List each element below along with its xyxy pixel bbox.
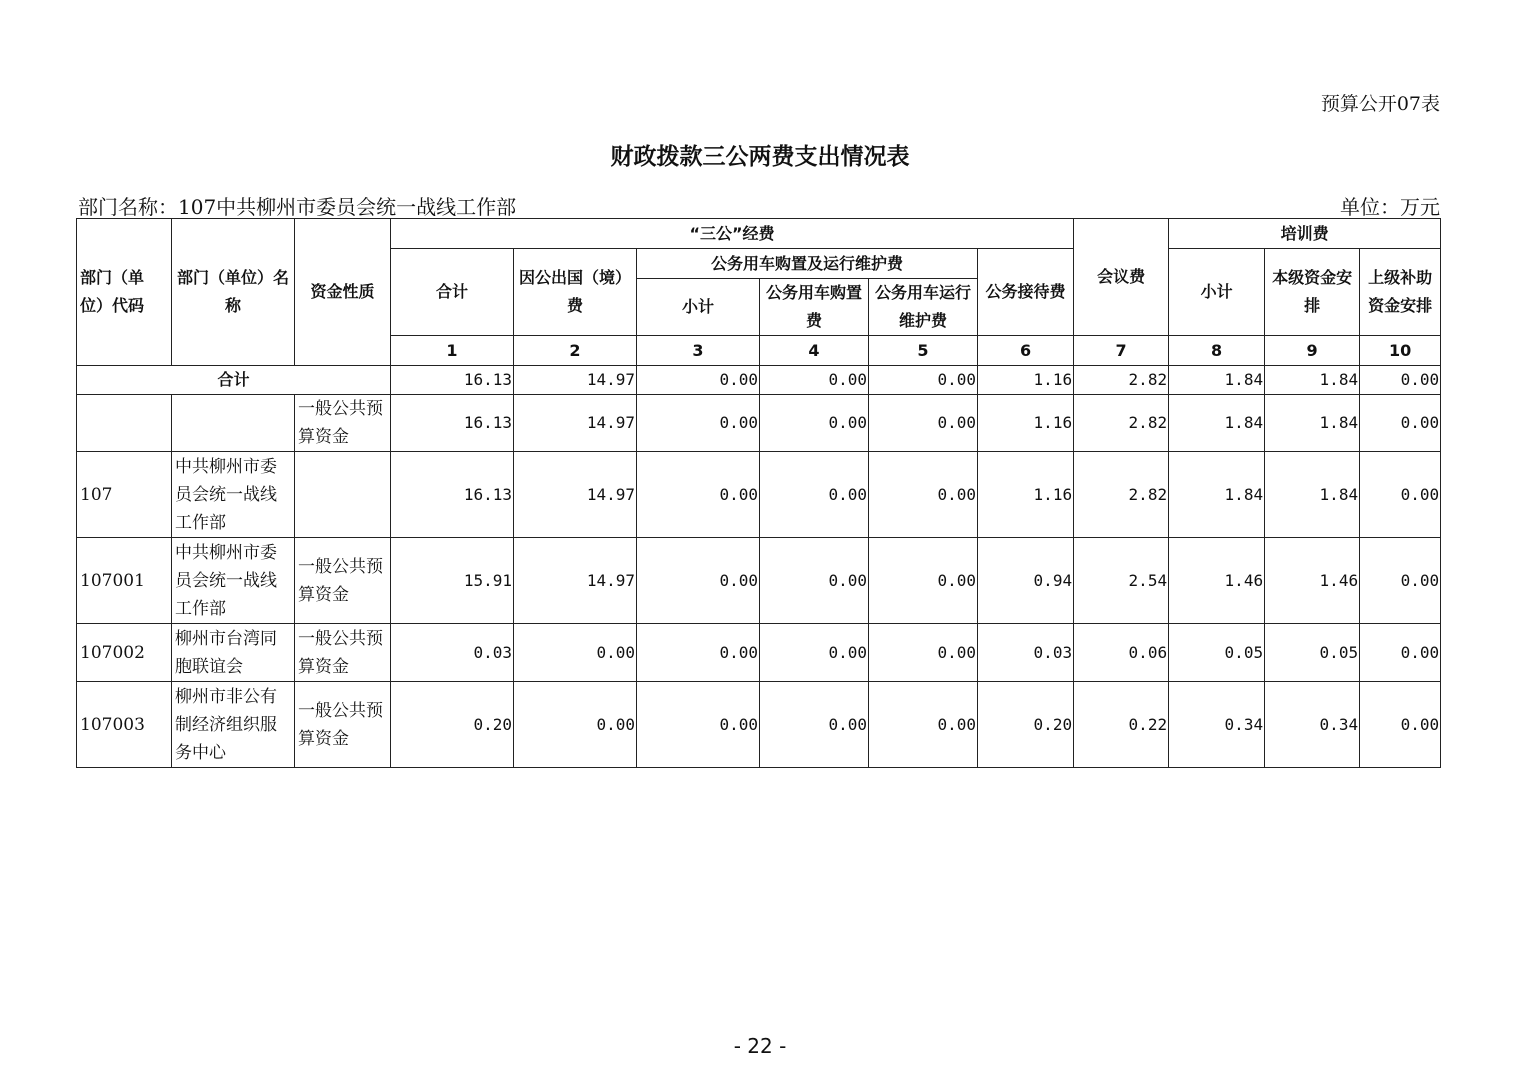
value-cell: 0.00 bbox=[637, 452, 760, 538]
col-number: 2 bbox=[514, 336, 637, 366]
total-label: 合计 bbox=[77, 366, 391, 395]
total-cell: 1.84 bbox=[1265, 366, 1360, 395]
value-cell: 0.00 bbox=[869, 452, 978, 538]
total-cell: 16.13 bbox=[391, 366, 514, 395]
value-cell: 14.97 bbox=[514, 538, 637, 624]
dept-name-cell: 中共柳州市委员会统一战线工作部 bbox=[172, 452, 295, 538]
col-dept-code: 部门（单位）代码 bbox=[77, 219, 172, 366]
value-cell: 0.00 bbox=[760, 538, 869, 624]
col-training-subtotal: 小计 bbox=[1169, 249, 1265, 336]
value-cell: 0.00 bbox=[760, 624, 869, 682]
fund-nature-cell: 一般公共预算资金 bbox=[295, 538, 391, 624]
col-vehicle-operation: 公务用车运行维护费 bbox=[869, 279, 978, 336]
value-cell: 2.54 bbox=[1074, 538, 1169, 624]
total-cell: 0.00 bbox=[637, 366, 760, 395]
value-cell: 0.00 bbox=[1360, 682, 1441, 768]
total-cell: 0.00 bbox=[1360, 366, 1441, 395]
value-cell: 0.00 bbox=[1360, 624, 1441, 682]
dept-name-cell: 柳州市非公有制经济组织服务中心 bbox=[172, 682, 295, 768]
total-cell: 14.97 bbox=[514, 366, 637, 395]
value-cell: 1.16 bbox=[978, 395, 1074, 452]
col-group-sangong: “三公”经费 bbox=[391, 219, 1074, 249]
value-cell: 2.82 bbox=[1074, 452, 1169, 538]
fund-nature-cell: 一般公共预算资金 bbox=[295, 682, 391, 768]
value-cell: 0.00 bbox=[514, 624, 637, 682]
total-cell: 1.16 bbox=[978, 366, 1074, 395]
value-cell: 0.05 bbox=[1169, 624, 1265, 682]
col-number: 10 bbox=[1360, 336, 1441, 366]
value-cell: 0.03 bbox=[391, 624, 514, 682]
col-number: 7 bbox=[1074, 336, 1169, 366]
fund-nature-cell: 一般公共预算资金 bbox=[295, 624, 391, 682]
table-row bbox=[77, 538, 1441, 624]
value-cell: 1.84 bbox=[1169, 452, 1265, 538]
value-cell: 0.00 bbox=[637, 682, 760, 768]
value-cell: 0.20 bbox=[391, 682, 514, 768]
total-cell: 2.82 bbox=[1074, 366, 1169, 395]
col-group-vehicle: 公务用车购置及运行维护费 bbox=[637, 249, 978, 279]
dept-code-cell: 107003 bbox=[77, 682, 172, 768]
value-cell: 0.03 bbox=[978, 624, 1074, 682]
dept-name-cell: 柳州市台湾同胞联谊会 bbox=[172, 624, 295, 682]
value-cell: 0.00 bbox=[637, 538, 760, 624]
form-code: 预算公开07表 bbox=[1320, 93, 1440, 115]
col-dept-name: 部门（单位）名称 bbox=[172, 219, 295, 366]
col-number: 3 bbox=[637, 336, 760, 366]
col-number: 5 bbox=[869, 336, 978, 366]
total-row bbox=[77, 366, 1441, 395]
col-overseas: 因公出国（境）费 bbox=[514, 249, 637, 336]
value-cell: 14.97 bbox=[514, 395, 637, 452]
col-vehicle-purchase: 公务用车购置费 bbox=[760, 279, 869, 336]
value-cell: 14.97 bbox=[514, 452, 637, 538]
value-cell: 0.00 bbox=[760, 395, 869, 452]
table-row bbox=[77, 624, 1441, 682]
col-fund-nature: 资金性质 bbox=[295, 219, 391, 366]
value-cell: 0.34 bbox=[1265, 682, 1360, 768]
value-cell: 0.00 bbox=[869, 538, 978, 624]
value-cell: 15.91 bbox=[391, 538, 514, 624]
value-cell: 0.00 bbox=[637, 624, 760, 682]
value-cell: 0.34 bbox=[1169, 682, 1265, 768]
col-number: 6 bbox=[978, 336, 1074, 366]
department-name: 部门名称：107中共柳州市委员会统一战线工作部 bbox=[78, 195, 517, 219]
table-row bbox=[77, 395, 1441, 452]
table-row bbox=[77, 682, 1441, 768]
dept-code-cell bbox=[77, 395, 172, 452]
col-number: 8 bbox=[1169, 336, 1265, 366]
header-row-1 bbox=[77, 219, 1441, 249]
col-number: 4 bbox=[760, 336, 869, 366]
col-number: 9 bbox=[1265, 336, 1360, 366]
value-cell: 1.84 bbox=[1265, 452, 1360, 538]
value-cell: 0.00 bbox=[514, 682, 637, 768]
fund-nature-cell: 一般公共预算资金 bbox=[295, 395, 391, 452]
dept-code-cell: 107002 bbox=[77, 624, 172, 682]
value-cell: 2.82 bbox=[1074, 395, 1169, 452]
value-cell: 0.94 bbox=[978, 538, 1074, 624]
col-total: 合计 bbox=[391, 249, 514, 336]
col-training-local: 本级资金安排 bbox=[1265, 249, 1360, 336]
value-cell: 0.00 bbox=[637, 395, 760, 452]
value-cell: 1.16 bbox=[978, 452, 1074, 538]
fund-nature-cell bbox=[295, 452, 391, 538]
value-cell: 0.00 bbox=[869, 682, 978, 768]
value-cell: 16.13 bbox=[391, 395, 514, 452]
value-cell: 0.05 bbox=[1265, 624, 1360, 682]
value-cell: 0.00 bbox=[760, 682, 869, 768]
value-cell: 0.00 bbox=[1360, 395, 1441, 452]
value-cell: 0.00 bbox=[869, 395, 978, 452]
col-reception: 公务接待费 bbox=[978, 249, 1074, 336]
value-cell: 0.00 bbox=[760, 452, 869, 538]
value-cell: 0.00 bbox=[869, 624, 978, 682]
value-cell: 0.00 bbox=[1360, 452, 1441, 538]
total-cell: 1.84 bbox=[1169, 366, 1265, 395]
value-cell: 1.84 bbox=[1265, 395, 1360, 452]
dept-code-cell: 107 bbox=[77, 452, 172, 538]
dept-code-cell: 107001 bbox=[77, 538, 172, 624]
value-cell: 0.00 bbox=[1360, 538, 1441, 624]
page-number: - 22 - bbox=[733, 1034, 787, 1058]
value-cell: 1.46 bbox=[1169, 538, 1265, 624]
col-vehicle-subtotal: 小计 bbox=[637, 279, 760, 336]
dept-name-cell: 中共柳州市委员会统一战线工作部 bbox=[172, 538, 295, 624]
value-cell: 0.20 bbox=[978, 682, 1074, 768]
value-cell: 1.46 bbox=[1265, 538, 1360, 624]
col-meeting: 会议费 bbox=[1074, 219, 1169, 336]
value-cell: 16.13 bbox=[391, 452, 514, 538]
value-cell: 0.22 bbox=[1074, 682, 1169, 768]
col-number: 1 bbox=[391, 336, 514, 366]
total-cell: 0.00 bbox=[760, 366, 869, 395]
dept-name-cell bbox=[172, 395, 295, 452]
col-training-superior: 上级补助资金安排 bbox=[1360, 249, 1441, 336]
value-cell: 1.84 bbox=[1169, 395, 1265, 452]
page-title: 财政拨款三公两费支出情况表 bbox=[610, 144, 910, 170]
budget-table bbox=[76, 218, 1441, 768]
value-cell: 0.06 bbox=[1074, 624, 1169, 682]
unit-label: 单位：万元 bbox=[1340, 195, 1440, 219]
col-group-training: 培训费 bbox=[1169, 219, 1441, 249]
total-cell: 0.00 bbox=[869, 366, 978, 395]
table-row bbox=[77, 452, 1441, 538]
